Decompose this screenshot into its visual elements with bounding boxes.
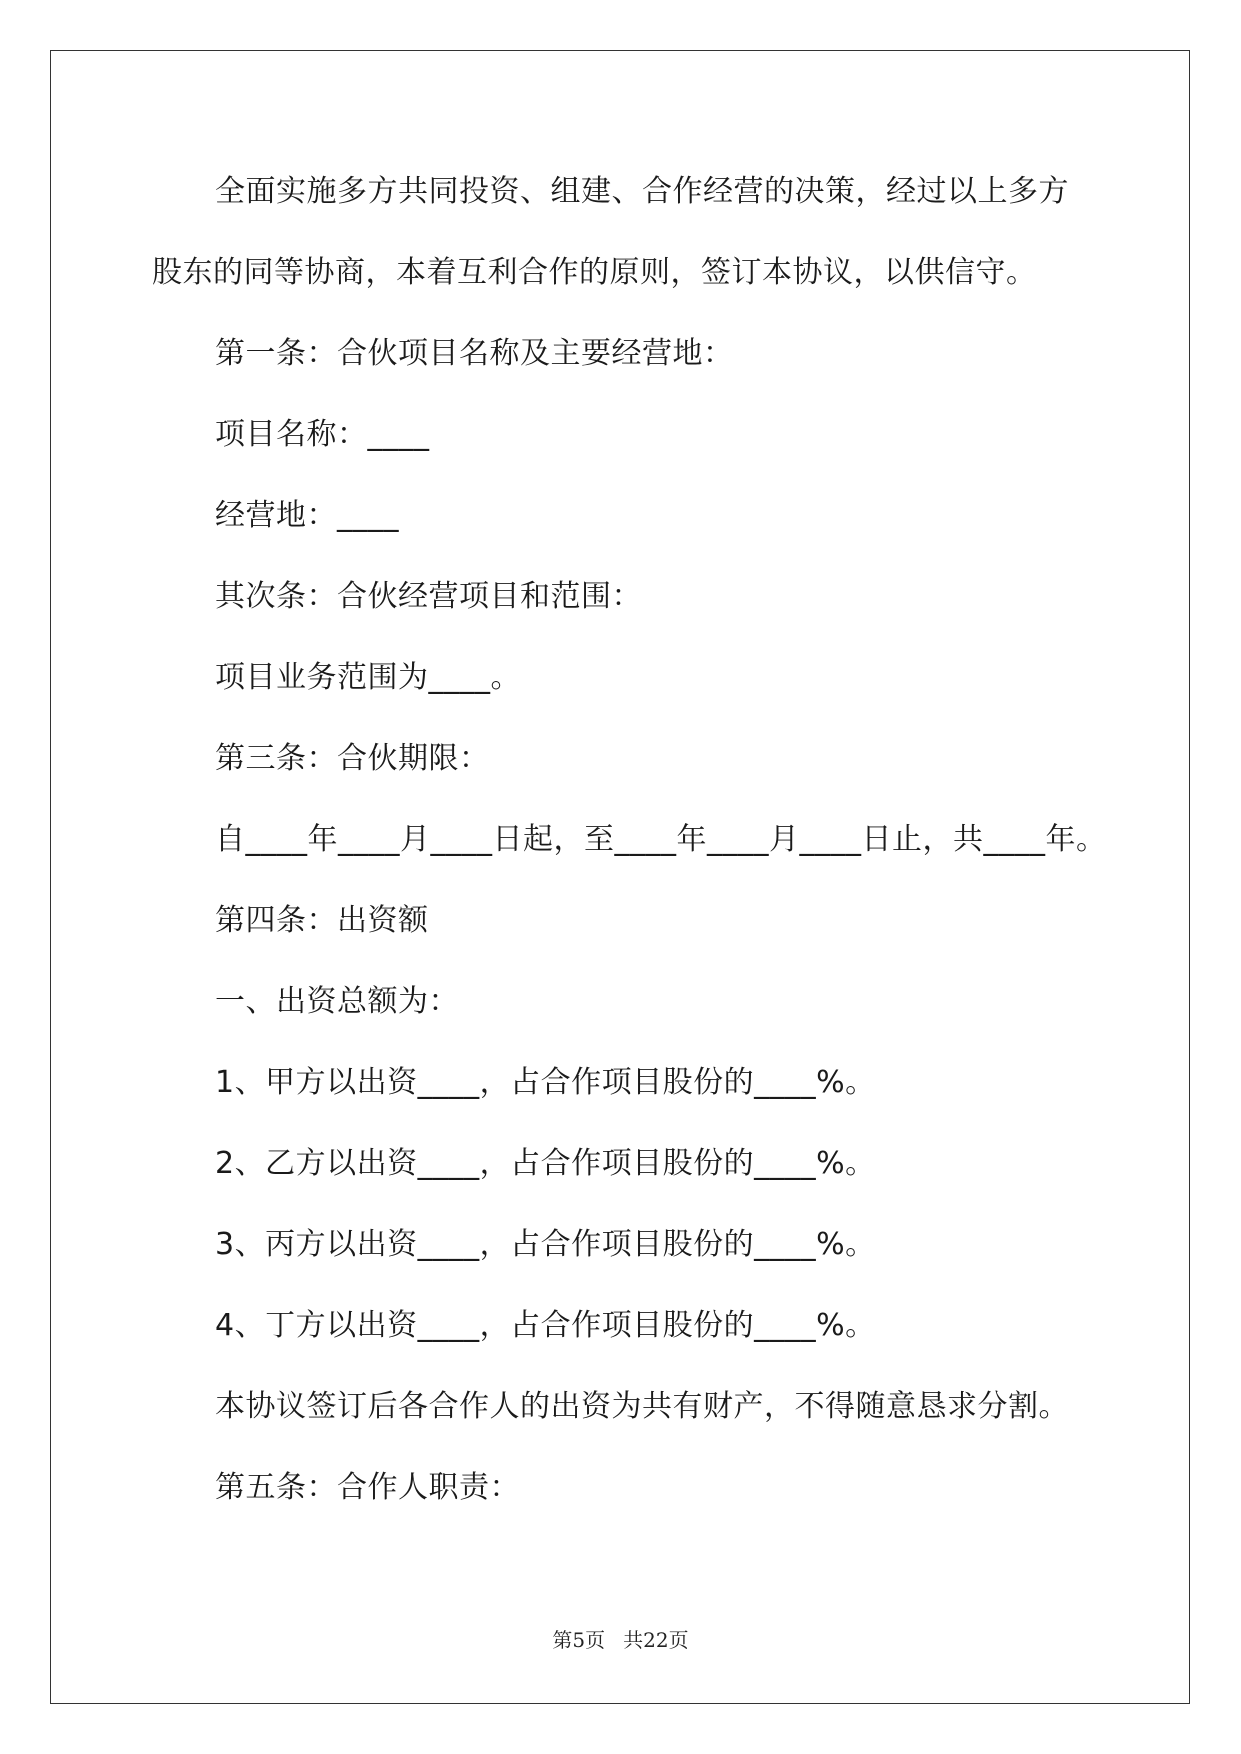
list-item: 1、甲方以出资____，占合作项目股份的____%。: [215, 1065, 876, 1100]
list-item: 4、丁方以出资____，占合作项目股份的____%。: [215, 1308, 876, 1343]
article-heading: 第五条：合作人职责：: [215, 1470, 520, 1505]
list-item: 3、丙方以出资____，占合作项目股份的____%。: [215, 1227, 876, 1262]
paragraph: 项目名称：____: [215, 417, 430, 452]
paragraph: 项目业务范围为____。: [215, 660, 521, 695]
article-heading: 第四条：出资额: [215, 903, 429, 938]
article-heading: 其次条：合伙经营项目和范围：: [215, 579, 642, 614]
article-heading: 第三条：合伙期限：: [215, 741, 490, 776]
list-item: 2、乙方以出资____，占合作项目股份的____%。: [215, 1146, 876, 1181]
paragraph: 股东的同等协商，本着互利合作的原则，签订本协议，以供信守。: [152, 255, 1037, 290]
page-total: 共22页: [623, 1628, 689, 1652]
page-footer: [0, 1628, 1241, 1652]
paragraph: 一、出资总额为：: [215, 984, 459, 1019]
article-heading: 第一条：合伙项目名称及主要经营地：: [215, 336, 734, 371]
paragraph: 本协议签订后各合作人的出资为共有财产，不得随意恳求分割。: [215, 1389, 1069, 1424]
paragraph: 自____年____月____日起，至____年____月____日止，共____年。: [215, 822, 1107, 857]
page-number: 第5页: [552, 1628, 606, 1652]
paragraph: 经营地：____: [215, 498, 399, 533]
paragraph: 全面实施多方共同投资、组建、合作经营的决策，经过以上多方: [215, 174, 1069, 209]
page-border: [50, 50, 1190, 1704]
